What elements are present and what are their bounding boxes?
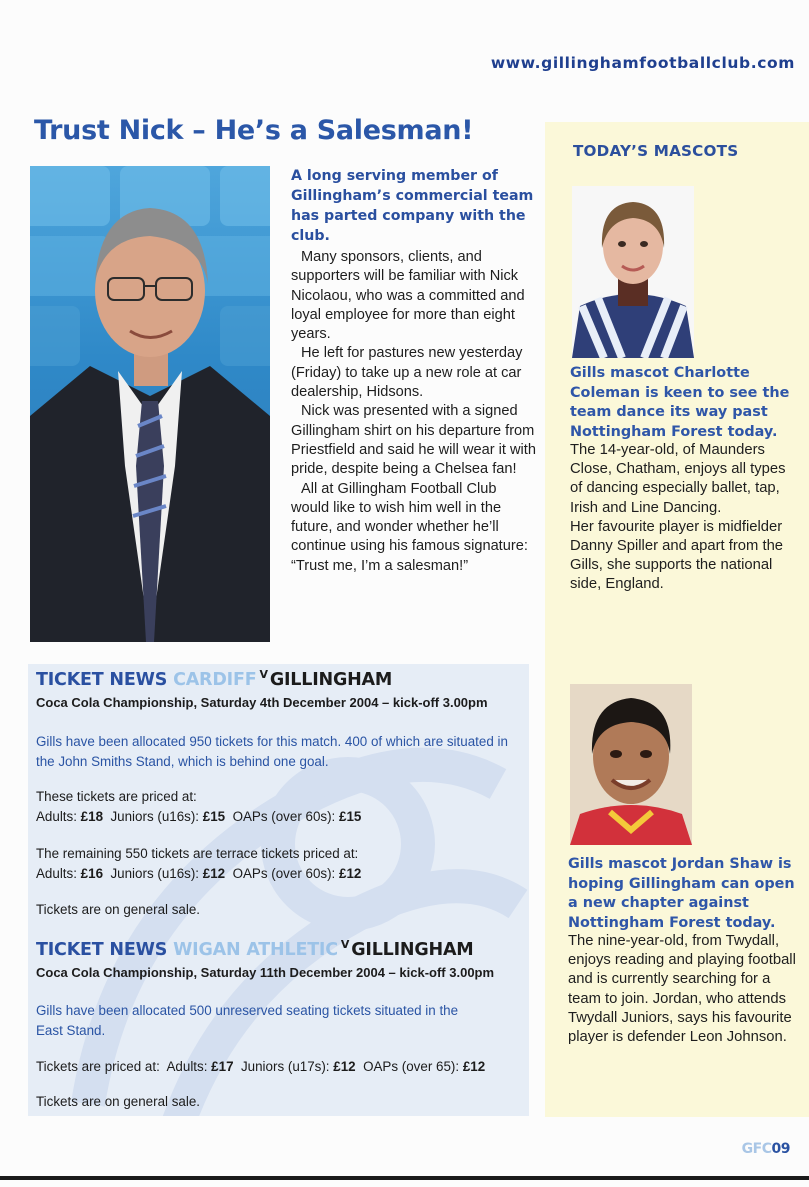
price-value: £15 xyxy=(202,809,226,824)
price-intro: Tickets are priced at: xyxy=(36,1059,160,1074)
price-value: £12 xyxy=(462,1059,486,1074)
mascot-jordan-caption: Gills mascot Jordan Shaw is hoping Gillingham can open a new chapter against Nottingham Forest today. xyxy=(568,856,795,931)
ticket-2-away-team: WIGAN ATHLETIC xyxy=(173,940,338,960)
article-paragraph: Many sponsors, clients, and supporters will be familiar with Nick Nicolaou, who was a committed and loyal employee for more than eight years. xyxy=(291,249,525,343)
ticket-1-price-line-2 xyxy=(36,864,361,884)
nick-photo xyxy=(30,166,270,642)
mascot-charlotte-text xyxy=(570,441,790,595)
ticket-1-heading xyxy=(36,668,392,690)
ticket-2-home-team: GILLINGHAM xyxy=(351,940,474,960)
ticket-2-label: TICKET NEWS xyxy=(36,940,168,960)
website-url: www.gillinghamfootballclub.com xyxy=(490,54,795,72)
ticket-2-fixture: Coca Cola Championship, Saturday 11th December 2004 – kick-off 3.00pm xyxy=(36,965,495,980)
price-value: £12 xyxy=(339,866,362,881)
price-value: £12 xyxy=(333,1059,356,1074)
ticket-2-versus: V xyxy=(340,938,350,951)
ticket-1-price-line xyxy=(36,807,361,827)
mascots-title: TODAY’S MASCOTS xyxy=(573,142,739,160)
mascot-jordan-text: The nine-year-old, from Twydall, enjoys reading and playing football and is currently searching for a team to join. Jordan, who attends Twydall Juniors, says his favourite player is defender Leon Johnson. xyxy=(568,933,796,1046)
price-label: OAPs (over 60s): xyxy=(232,809,336,824)
page-number: 09 xyxy=(771,1141,790,1157)
ticket-1-allocation: Gills have been allocated 950 tickets for this match. 400 of which are situated in the John Smiths Stand, which is behind one goal. xyxy=(36,734,508,769)
ticket-1-versus: V xyxy=(259,668,268,681)
ticket-2-sale-note: Tickets are on general sale. xyxy=(36,1094,200,1109)
article-body xyxy=(291,166,536,576)
price-label: Juniors (u17s): xyxy=(240,1059,330,1074)
ticket-1-away-team: CARDIFF xyxy=(173,670,257,690)
article-lede: A long serving member of Gillingham’s commercial team has parted company with the club. xyxy=(291,168,534,244)
ticket-news-box xyxy=(28,664,529,1116)
price-label: Juniors (u16s): xyxy=(110,866,200,881)
ticket-1-sale-note: Tickets are on general sale. xyxy=(36,902,200,917)
price-value: £15 xyxy=(339,809,362,824)
price-value: £16 xyxy=(80,866,104,881)
folio-prefix: GFC xyxy=(741,1141,772,1157)
price-label: Juniors (u16s): xyxy=(110,809,200,824)
price-label: OAPs (over 60s): xyxy=(232,866,336,881)
article-paragraph: He left for pastures new yesterday (Friday) to take up a new role at car dealership, Hidsons. xyxy=(291,345,523,401)
ticket-2-allocation: Gills have been allocated 500 unreserved seating tickets situated in the East Stand. xyxy=(36,1003,459,1038)
article-paragraph: Nick was presented with a signed Gillingham shirt on his departure from Priestfield and said he will wear it with pride, despite being a Chelsea fan! xyxy=(291,403,536,478)
ticket-1-fixture: Coca Cola Championship, Saturday 4th December 2004 – kick-off 3.00pm xyxy=(36,695,488,710)
ticket-1-home-team: GILLINGHAM xyxy=(269,670,393,690)
mascot-jordan-photo xyxy=(570,684,692,845)
ticket-2-price-line xyxy=(36,1057,485,1077)
mascot-charlotte-paragraph: The 14-year-old, of Maunders Close, Chatham, enjoys all types of dancing especially ballet, tap, Irish and Line Dancing. xyxy=(570,442,786,516)
page-folio xyxy=(742,1141,790,1157)
ticket-2-heading xyxy=(36,938,474,960)
price-value: £17 xyxy=(211,1059,234,1074)
price-value: £12 xyxy=(202,866,226,881)
ticket-1-price-intro-2: The remaining 550 tickets are terrace tickets priced at: xyxy=(36,846,359,861)
mascot-charlotte-caption: Gills mascot Charlotte Coleman is keen to see the team dance its way past Nottingham Forest today. xyxy=(570,365,790,440)
article-paragraph: All at Gillingham Football Club would like to wish him well in the future, and wonder whether he’ll continue using his famous signature: “Trust me, I’m a salesman!” xyxy=(291,480,528,574)
footer-rule xyxy=(0,1176,809,1180)
mascot-charlotte-photo xyxy=(572,186,694,358)
price-label: Adults: xyxy=(166,1059,208,1074)
price-value: £18 xyxy=(80,809,104,824)
price-label: Adults: xyxy=(36,809,77,824)
ticket-1-label: TICKET NEWS xyxy=(36,670,168,690)
ticket-1-price-intro: These tickets are priced at: xyxy=(36,789,197,804)
article-title: Trust Nick – He’s a Salesman! xyxy=(34,115,474,146)
price-label: OAPs (over 65): xyxy=(363,1059,460,1074)
mascot-charlotte-paragraph: Her favourite player is midfielder Danny Spiller and apart from the Gills, she supports the national side, England. xyxy=(570,518,784,593)
price-label: Adults: xyxy=(36,866,77,881)
